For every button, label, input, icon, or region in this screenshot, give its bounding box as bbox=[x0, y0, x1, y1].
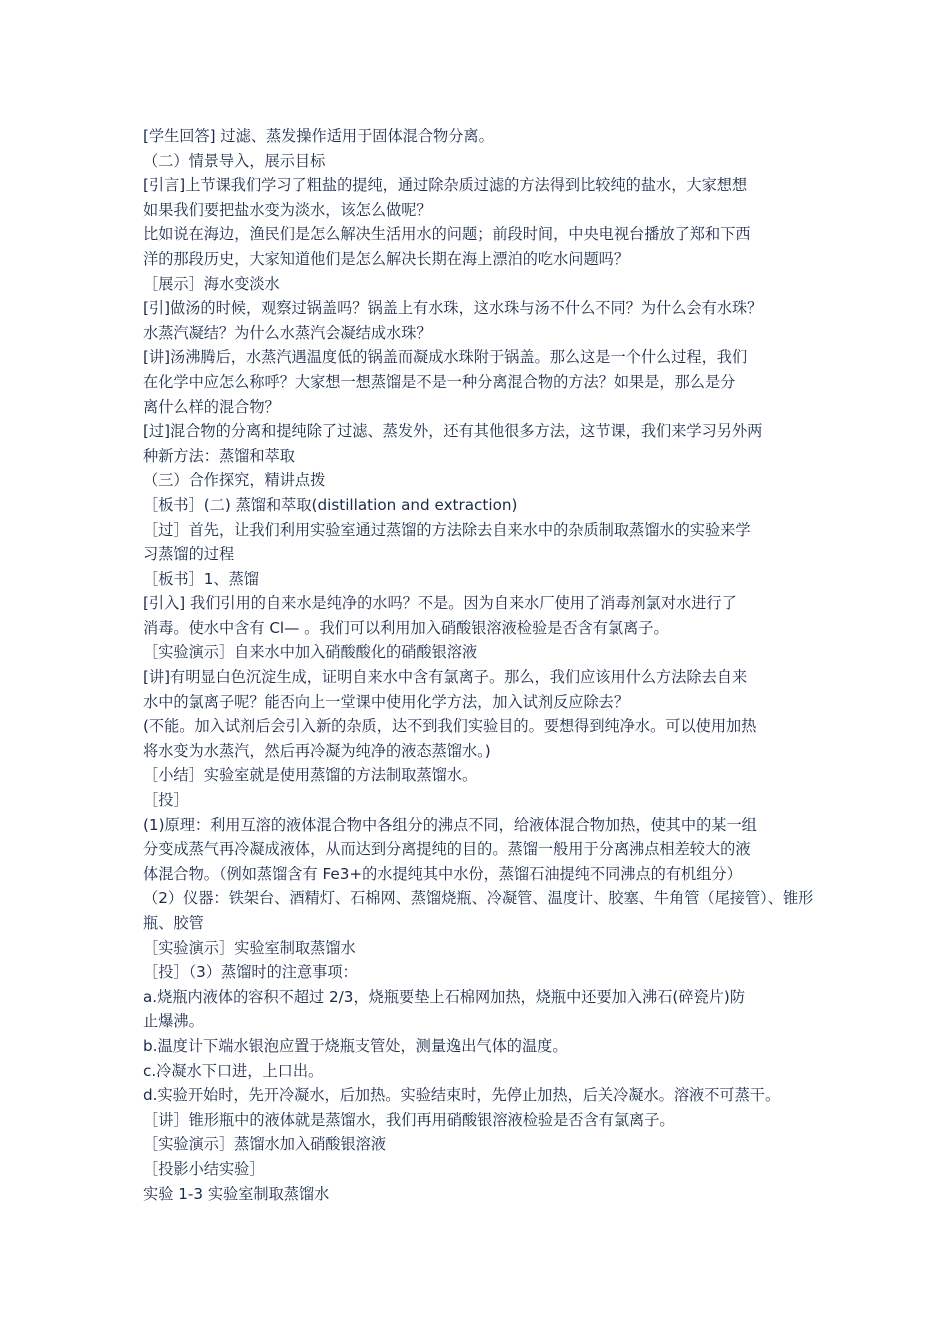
text-line: 将水变为水蒸汽，然后再冷凝为纯净的液态蒸馏水。) bbox=[143, 741, 491, 760]
text-line: 习蒸馏的过程 bbox=[143, 545, 235, 564]
text-line: ［讲］锥形瓶中的液体就是蒸馏水，我们再用硝酸银溶液检验是否含有氯离子。 bbox=[143, 1110, 675, 1129]
text-line: b.温度计下端水银泡应置于烧瓶支管处，测量逸出气体的温度。 bbox=[143, 1036, 568, 1055]
text-line: 如果我们要把盐水变为淡水，该怎么做呢？ bbox=[143, 200, 432, 219]
text-line: ［投］ bbox=[143, 791, 189, 810]
text-line: [引入] 我们引用的自来水是纯净的水吗？不是。因为自来水厂使用了消毒剂氯对水进行了 bbox=[143, 594, 737, 613]
text-line: c.冷凝水下口进，上口出。 bbox=[143, 1061, 324, 1080]
text-line: 种新方法：蒸馏和萃取 bbox=[143, 446, 295, 465]
text-line: ［实验演示］自来水中加入硝酸酸化的硝酸银溶液 bbox=[143, 643, 478, 662]
text-line: 离什么样的混合物？ bbox=[143, 397, 280, 416]
text-line: ［实验演示］蒸馏水加入硝酸银溶液 bbox=[143, 1135, 386, 1154]
text-line: 消毒。使水中含有 Cl— 。我们可以利用加入硝酸银溶液检验是否含有氯离子。 bbox=[143, 618, 669, 637]
text-line: [引言]上节课我们学习了粗盐的提纯，通过除杂质过滤的方法得到比较纯的盐水，大家想想 bbox=[143, 176, 748, 195]
text-line: 比如说在海边，渔民们是怎么解决生活用水的问题；前段时间，中央电视台播放了郑和下西 bbox=[143, 225, 751, 244]
text-line: 瓶、胶管 bbox=[143, 914, 204, 932]
text-line: [过]混合物的分离和提纯除了过滤、蒸发外，还有其他很多方法，这节课，我们来学习另外两 bbox=[143, 422, 763, 441]
text-line: [讲]有明显白色沉淀生成，证明自来水中含有氯离子。那么，我们应该用什么方法除去自来 bbox=[143, 668, 748, 687]
section-heading: （三）合作探究，精讲点拨 bbox=[143, 471, 326, 490]
section-heading: （二）情景导入，展示目标 bbox=[143, 151, 326, 170]
text-line: 洋的那段历史，大家知道他们是怎么解决长期在海上漂泊的吃水问题吗？ bbox=[143, 249, 629, 268]
text-line: 体混合物。（例如蒸馏含有 Fe3+的水提纯其中水份，蒸馏石油提纯不同沸点的有机组分） bbox=[143, 864, 742, 883]
text-line: 实验 1-3 实验室制取蒸馏水 bbox=[143, 1184, 330, 1203]
text-line: (1)原理：利用互溶的液体混合物中各组分的沸点不同，给液体混合物加热，使其中的某一组 bbox=[143, 815, 757, 834]
text-line: 水中的氯离子呢？能否向上一堂课中使用化学方法，加入试剂反应除去？ bbox=[143, 692, 629, 711]
text-line: [讲]汤沸腾后，水蒸汽遇温度低的锅盖而凝成水珠附于锅盖。那么这是一个什么过程，我们 bbox=[143, 348, 748, 367]
text-line: d.实验开始时，先开冷凝水，后加热。实验结束时，先停止加热，后关冷凝水。溶液不可蒸干。 bbox=[143, 1086, 781, 1105]
text-line: [学生回答] 过滤、蒸发操作适用于固体混合物分离。 bbox=[143, 127, 494, 145]
text-line: 止爆沸。 bbox=[143, 1012, 204, 1031]
text-line: (不能。加入试剂后会引入新的杂质，达不到我们实验目的。要想得到纯净水。可以使用加热 bbox=[143, 717, 757, 736]
text-line: ［板书］1、蒸馏 bbox=[143, 569, 259, 588]
text-line: ［板书］(二) 蒸馏和萃取(distillation and extraction) bbox=[143, 495, 518, 514]
text-line: ［展示］海水变淡水 bbox=[143, 274, 280, 293]
text-line: ［投影小结实验］ bbox=[143, 1159, 265, 1178]
text-line: （2）仪器：铁架台、酒精灯、石棉网、蒸馏烧瓶、冷凝管、温度计、胶塞、牛角管（尾接管）、锥形 bbox=[143, 889, 814, 908]
text-line: a.烧瓶内液体的容积不超过 2/3，烧瓶要垫上石棉网加热，烧瓶中还要加入沸石(碎瓷片)防 bbox=[143, 987, 746, 1006]
text-line: [引]做汤的时候，观察过锅盖吗？锅盖上有水珠，这水珠与汤不什么不同？为什么会有水珠？ bbox=[143, 299, 763, 318]
document-body bbox=[143, 124, 833, 1206]
text-line: 在化学中应怎么称呼？大家想一想蒸馏是不是一种分离混合物的方法？如果是，那么是分 bbox=[143, 372, 736, 391]
text-line: ［过］首先，让我们利用实验室通过蒸馏的方法除去自来水中的杂质制取蒸馏水的实验来学 bbox=[143, 520, 751, 539]
text-line: 水蒸汽凝结？为什么水蒸汽会凝结成水珠？ bbox=[143, 323, 432, 342]
text-line: ［实验演示］实验室制取蒸馏水 bbox=[143, 938, 356, 957]
text-line: ［投］（3）蒸馏时的注意事项： bbox=[143, 963, 358, 982]
text-line: 分变成蒸气再冷凝成液体，从而达到分离提纯的目的。蒸馏一般用于分离沸点相差较大的液 bbox=[143, 840, 751, 859]
text-line: ［小结］实验室就是使用蒸馏的方法制取蒸馏水。 bbox=[143, 766, 478, 785]
